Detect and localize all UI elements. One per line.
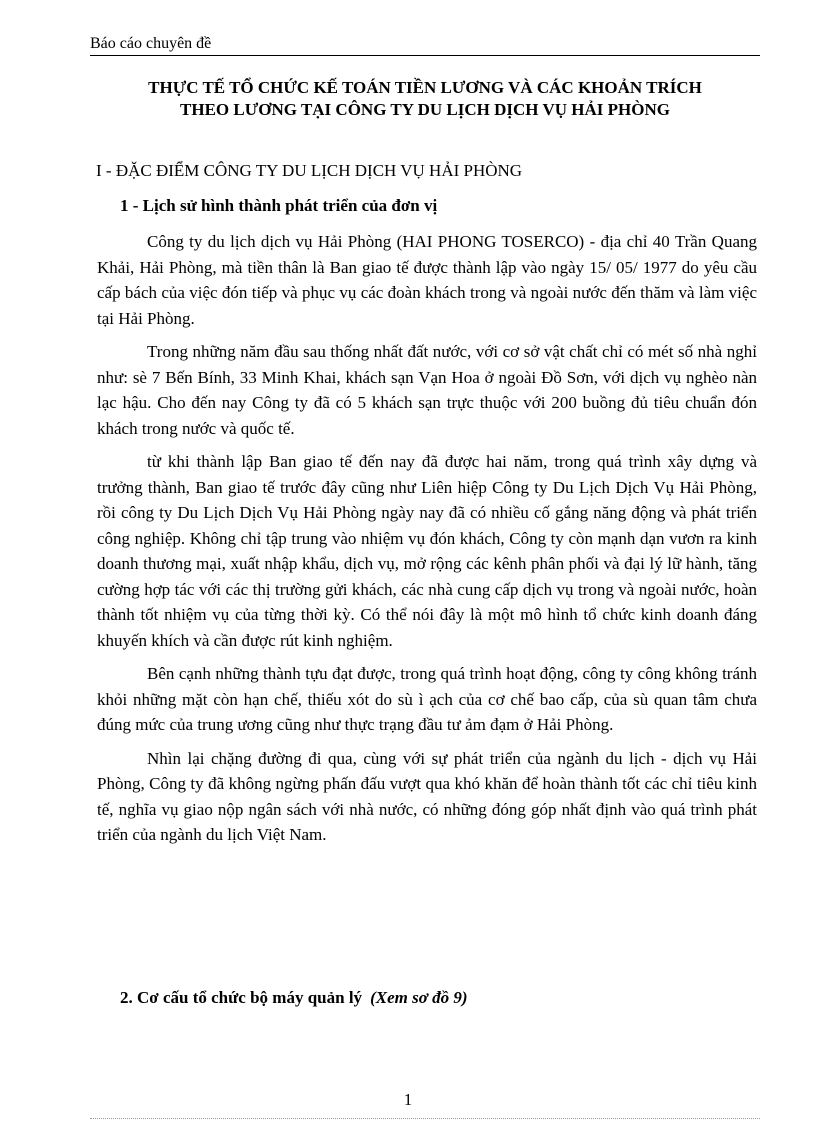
diagram-reference: (Xem sơ đồ 9) (370, 988, 468, 1007)
title-line-1: THỰC TẾ TỔ CHỨC KẾ TOÁN TIỀN LƯƠNG VÀ CÁC KHOẢN TRÍCH (148, 78, 702, 97)
paragraph: Trong những năm đầu sau thống nhất đất nước, với cơ sở vật chất chỉ có mét số nhà nghỉ như: sè 7 Bến Bính, 33 Minh Khai, khách sạn Vạn Hoa ở ngoài Đồ Sơn, với dịch vụ nghèo nàn lạc hậu. Cho đến nay Công ty đã có 5 khách sạn trực thuộc với 200 buồng đủ tiêu chuẩn đón khách trong nước và quốc tế. (97, 342, 757, 438)
paragraph: Công ty du lịch dịch vụ Hải Phòng (HAI PHONG TOSERCO) - địa chỉ 40 Trần Quang Khải, Hải Phòng, mà tiền thân là Ban giao tế được thành lập vào ngày 15/ 05/ 1977 do yêu cầu cấp bách của việc đón tiếp và phục vụ các đoàn khách trong và ngoài nước đến thăm và làm việc tại Hải Phòng. (97, 232, 757, 328)
paragraph: Bên cạnh những thành tựu đạt được, trong quá trình hoạt động, công ty công không tránh khỏi những mặt còn hạn chế, thiếu xót do sù ì ạch của cơ chế bao cấp, của sù quan tâm chưa đúng mức của trung ương cũng như thực trạng đầu tư ảm đạm ở Hải Phòng. (97, 664, 757, 734)
title-line-2: THEO LƯƠNG TẠI CÔNG TY DU LỊCH DỊCH VỤ HẢI PHÒNG (180, 100, 670, 119)
running-header: Báo cáo chuyên đề (90, 34, 760, 56)
section-heading: I - ĐẶC ĐIỂM CÔNG TY DU LỊCH DỊCH VỤ HẢI PHÒNG (96, 161, 523, 180)
page-number: 1 (403, 1090, 413, 1109)
subsection-heading-1: 1 - Lịch sử hình thành phát triển của đơn vị (120, 196, 438, 215)
subsection-heading-2 (120, 987, 467, 1009)
subsection-heading-2-text: 2. Cơ cấu tổ chức bộ máy quản lý (120, 988, 363, 1007)
document-title (90, 77, 760, 121)
paragraph: Nhìn lại chặng đường đi qua, cùng với sự phát triển của ngành du lịch - dịch vụ Hải Phòng, Công ty đã không ngừng phấn đấu vượt qua khó khăn để hoàn thành tốt các chỉ tiêu kinh tế, nghĩa vụ giao nộp ngân sách với nhà nước, có những đóng góp nhất định vào quá trình phát triển của ngành du lịch Việt Nam. (97, 748, 757, 844)
paragraph: từ khi thành lập Ban giao tế đến nay đã được hai năm, trong quá trình xây dựng và trưởng thành, Ban giao tế trước đây cũng như Liên hiệp Công ty Du Lịch Dịch Vụ Hải Phòng, rồi công ty Du Lịch Dịch Vụ Hải Phòng ngày nay đã có nhiều cố gắng năng động và phát triển công nghiệp. Không chỉ tập trung vào nhiệm vụ đón khách, Công ty còn mạnh dạn vươn ra kinh doanh thương mại, xuất nhập khẩu, dịch vụ, mở rộng các kênh phân phối và đại lý lữ hành, tăng cường hợp tác với các thị trường gửi khách, các nhà cung cấp dịch vụ trong và ngoài nước, hoàn thành tốt nhiệm vụ của từng thời kỳ. Có thể nói đây là một mô hình tổ chức kinh doanh đáng khuyến khích và cần được rút kinh nghiệm. (97, 452, 757, 650)
body-text (97, 229, 757, 856)
footer-divider (90, 1118, 760, 1119)
